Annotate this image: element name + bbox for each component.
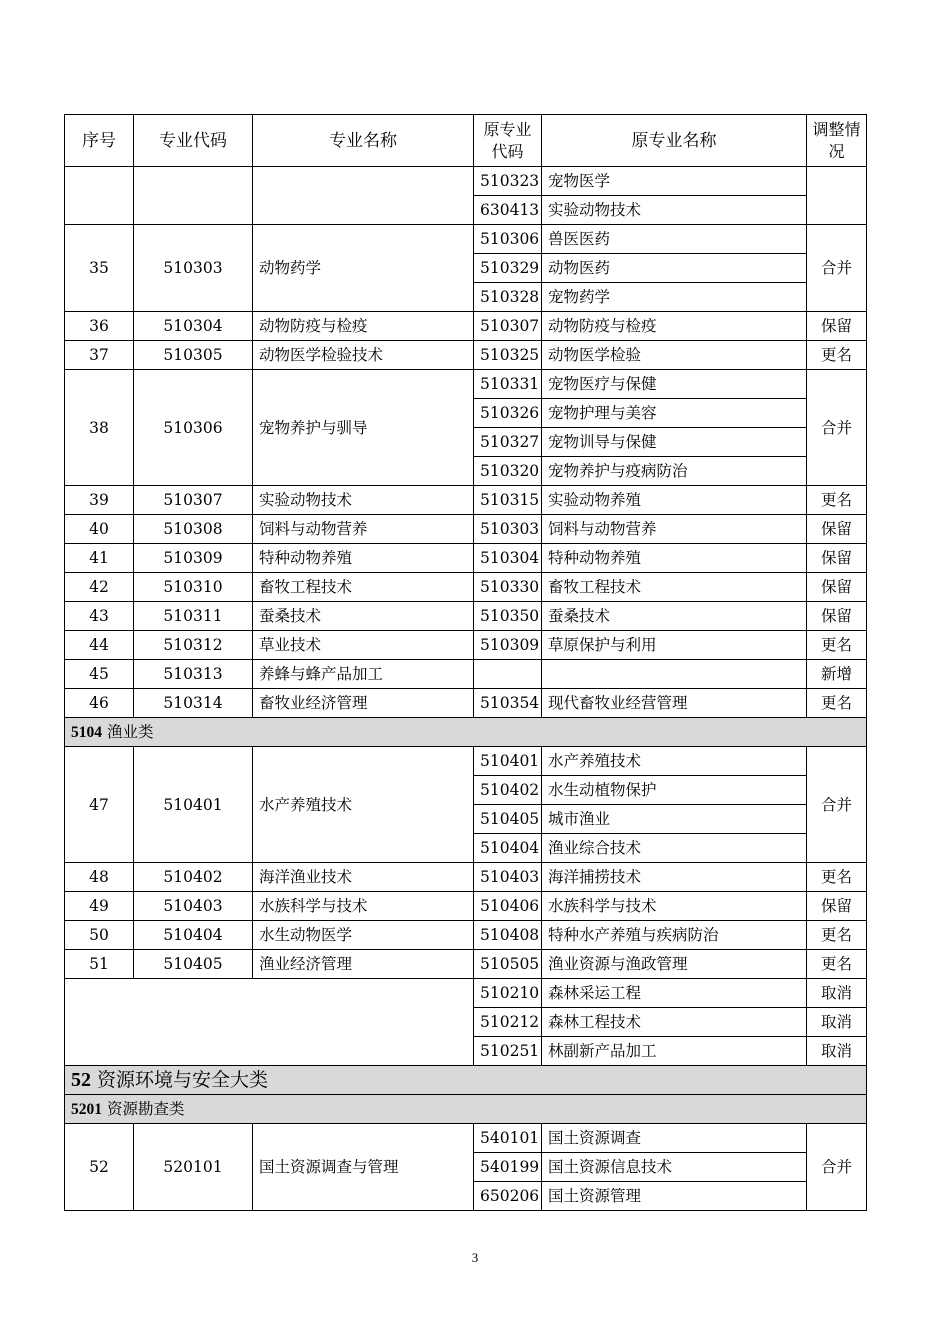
old-name-cell: 海洋捕捞技术 [542, 863, 807, 892]
seq-cell: 36 [65, 312, 134, 341]
code-cell: 510304 [134, 312, 253, 341]
old-code-cell: 510406 [474, 892, 542, 921]
old-code-cell: 540101 [474, 1124, 542, 1153]
code-cell: 510311 [134, 602, 253, 631]
category-row [65, 1095, 867, 1124]
name-cell [253, 167, 474, 225]
seq-cell: 37 [65, 341, 134, 370]
table-row [65, 1124, 867, 1153]
seq-cell: 51 [65, 950, 134, 979]
adjust-cell: 保留 [807, 544, 867, 573]
name-cell: 特种动物养殖 [253, 544, 474, 573]
seq-cell: 47 [65, 747, 134, 863]
name-cell: 动物防疫与检疫 [253, 312, 474, 341]
adjust-cell: 更名 [807, 341, 867, 370]
old-code-cell: 510330 [474, 573, 542, 602]
table-row [65, 167, 867, 196]
old-name-cell: 水产养殖技术 [542, 747, 807, 776]
table-row [65, 573, 867, 602]
old-name-cell: 现代畜牧业经营管理 [542, 689, 807, 718]
old-code-cell [474, 660, 542, 689]
code-cell: 510314 [134, 689, 253, 718]
old-name-cell: 宠物护理与美容 [542, 399, 807, 428]
name-cell: 动物药学 [253, 225, 474, 312]
code-cell: 510307 [134, 486, 253, 515]
old-code-cell: 510401 [474, 747, 542, 776]
adjust-cell [807, 167, 867, 225]
adjust-cell: 新增 [807, 660, 867, 689]
code-cell: 510303 [134, 225, 253, 312]
adjust-cell: 合并 [807, 1124, 867, 1211]
category-name: 渔业类 [106, 722, 154, 741]
old-code-cell: 510307 [474, 312, 542, 341]
code-cell: 520101 [134, 1124, 253, 1211]
seq-cell: 41 [65, 544, 134, 573]
adjust-cell: 更名 [807, 689, 867, 718]
old-code-cell: 510402 [474, 776, 542, 805]
seq-cell: 52 [65, 1124, 134, 1211]
old-name-cell: 国土资源管理 [542, 1182, 807, 1211]
old-name-cell: 国土资源调查 [542, 1124, 807, 1153]
old-code-cell: 510320 [474, 457, 542, 486]
code-cell: 510309 [134, 544, 253, 573]
page-number: 3 [471, 1250, 479, 1265]
table-row [65, 341, 867, 370]
header-old-name: 原专业名称 [542, 115, 807, 167]
table-row [65, 370, 867, 399]
old-code-cell: 650206 [474, 1182, 542, 1211]
code-cell: 510312 [134, 631, 253, 660]
old-code-cell: 510328 [474, 283, 542, 312]
adjust-cell: 保留 [807, 602, 867, 631]
old-name-cell: 水生动植物保护 [542, 776, 807, 805]
adjust-cell: 保留 [807, 312, 867, 341]
old-code-cell: 510306 [474, 225, 542, 254]
old-code-cell: 510325 [474, 341, 542, 370]
adjust-cell: 保留 [807, 573, 867, 602]
code-cell: 510405 [134, 950, 253, 979]
adjust-cell: 更名 [807, 631, 867, 660]
table-row [65, 515, 867, 544]
header-code: 专业代码 [134, 115, 253, 167]
seq-cell: 45 [65, 660, 134, 689]
category-title [65, 1095, 867, 1124]
table-row [65, 689, 867, 718]
category-code: 5104 [71, 723, 102, 741]
major-category-code: 52 [71, 1069, 91, 1091]
code-cell: 510306 [134, 370, 253, 486]
seq-cell: 43 [65, 602, 134, 631]
name-cell: 宠物养护与驯导 [253, 370, 474, 486]
table-row [65, 979, 867, 1008]
old-name-cell: 饲料与动物营养 [542, 515, 807, 544]
old-code-cell: 510315 [474, 486, 542, 515]
old-name-cell: 国土资源信息技术 [542, 1153, 807, 1182]
old-name-cell: 动物医学检验 [542, 341, 807, 370]
old-code-cell: 510323 [474, 167, 542, 196]
table-row [65, 892, 867, 921]
old-name-cell: 动物防疫与检疫 [542, 312, 807, 341]
table-row [65, 486, 867, 515]
old-name-cell: 实验动物技术 [542, 196, 807, 225]
old-name-cell: 宠物训导与保健 [542, 428, 807, 457]
table-row [65, 312, 867, 341]
adjust-cell: 更名 [807, 950, 867, 979]
seq-cell: 49 [65, 892, 134, 921]
code-cell: 510404 [134, 921, 253, 950]
old-code-cell: 510251 [474, 1037, 542, 1066]
old-name-cell: 宠物医疗与保健 [542, 370, 807, 399]
old-name-cell: 特种动物养殖 [542, 544, 807, 573]
code-cell: 510401 [134, 747, 253, 863]
old-name-cell: 渔业资源与渔政管理 [542, 950, 807, 979]
majors-table [64, 114, 867, 1211]
seq-cell: 46 [65, 689, 134, 718]
table-row [65, 544, 867, 573]
table-header-row [65, 115, 867, 167]
adjust-cell: 合并 [807, 225, 867, 312]
old-code-cell: 510210 [474, 979, 542, 1008]
old-code-cell: 510505 [474, 950, 542, 979]
old-name-cell: 宠物药学 [542, 283, 807, 312]
category-name: 资源勘查类 [106, 1099, 185, 1118]
old-code-cell: 630413 [474, 196, 542, 225]
table-row [65, 602, 867, 631]
old-name-cell: 城市渔业 [542, 805, 807, 834]
table-body [65, 167, 867, 1211]
category-title [65, 718, 867, 747]
seq-cell: 44 [65, 631, 134, 660]
old-code-cell: 510309 [474, 631, 542, 660]
table-row [65, 225, 867, 254]
adjust-cell: 合并 [807, 747, 867, 863]
old-code-cell: 510303 [474, 515, 542, 544]
code-cell: 510308 [134, 515, 253, 544]
old-name-cell: 森林采运工程 [542, 979, 807, 1008]
name-cell: 实验动物技术 [253, 486, 474, 515]
old-name-cell: 蚕桑技术 [542, 602, 807, 631]
seq-cell [65, 167, 134, 225]
name-cell: 国土资源调查与管理 [253, 1124, 474, 1211]
old-code-cell: 510405 [474, 805, 542, 834]
adjust-cell: 取消 [807, 979, 867, 1008]
major-category-title [65, 1066, 867, 1095]
old-name-cell: 草原保护与利用 [542, 631, 807, 660]
name-cell: 养蜂与蜂产品加工 [253, 660, 474, 689]
table-row [65, 950, 867, 979]
name-cell: 渔业经济管理 [253, 950, 474, 979]
old-code-cell: 510329 [474, 254, 542, 283]
old-code-cell: 510326 [474, 399, 542, 428]
seq-cell: 48 [65, 863, 134, 892]
name-cell: 海洋渔业技术 [253, 863, 474, 892]
code-cell: 510313 [134, 660, 253, 689]
seq-cell: 40 [65, 515, 134, 544]
adjust-cell: 取消 [807, 1008, 867, 1037]
name-cell: 水生动物医学 [253, 921, 474, 950]
major-category-row [65, 1066, 867, 1095]
table-row [65, 631, 867, 660]
cancelled-blank-cell [65, 979, 474, 1066]
adjust-cell: 更名 [807, 486, 867, 515]
old-name-cell: 畜牧工程技术 [542, 573, 807, 602]
code-cell: 510305 [134, 341, 253, 370]
seq-cell: 42 [65, 573, 134, 602]
adjust-cell: 更名 [807, 863, 867, 892]
category-code: 5201 [71, 1100, 102, 1118]
table-row [65, 863, 867, 892]
adjust-cell: 保留 [807, 515, 867, 544]
old-name-cell: 林副新产品加工 [542, 1037, 807, 1066]
table-row [65, 747, 867, 776]
name-cell: 畜牧业经济管理 [253, 689, 474, 718]
old-name-cell: 宠物养护与疫病防治 [542, 457, 807, 486]
table-row [65, 921, 867, 950]
old-code-cell: 510331 [474, 370, 542, 399]
name-cell: 动物医学检验技术 [253, 341, 474, 370]
header-old-code: 原专业代码 [474, 115, 542, 167]
seq-cell: 35 [65, 225, 134, 312]
header-name: 专业名称 [253, 115, 474, 167]
seq-cell: 39 [65, 486, 134, 515]
major-category-name: 资源环境与安全大类 [97, 1069, 269, 1091]
old-code-cell: 510350 [474, 602, 542, 631]
old-code-cell: 510212 [474, 1008, 542, 1037]
adjust-cell: 合并 [807, 370, 867, 486]
name-cell: 蚕桑技术 [253, 602, 474, 631]
adjust-cell: 保留 [807, 892, 867, 921]
seq-cell: 38 [65, 370, 134, 486]
adjust-cell: 更名 [807, 921, 867, 950]
code-cell: 510402 [134, 863, 253, 892]
old-name-cell [542, 660, 807, 689]
name-cell: 畜牧工程技术 [253, 573, 474, 602]
old-name-cell: 宠物医学 [542, 167, 807, 196]
name-cell: 草业技术 [253, 631, 474, 660]
old-code-cell: 510354 [474, 689, 542, 718]
table-row [65, 660, 867, 689]
seq-cell: 50 [65, 921, 134, 950]
name-cell: 水族科学与技术 [253, 892, 474, 921]
name-cell: 饲料与动物营养 [253, 515, 474, 544]
category-row [65, 718, 867, 747]
old-name-cell: 水族科学与技术 [542, 892, 807, 921]
old-name-cell: 兽医医药 [542, 225, 807, 254]
old-code-cell: 510327 [474, 428, 542, 457]
old-code-cell: 510408 [474, 921, 542, 950]
code-cell [134, 167, 253, 225]
old-code-cell: 510404 [474, 834, 542, 863]
old-name-cell: 动物医药 [542, 254, 807, 283]
old-name-cell: 渔业综合技术 [542, 834, 807, 863]
code-cell: 510403 [134, 892, 253, 921]
old-code-cell: 510304 [474, 544, 542, 573]
old-name-cell: 森林工程技术 [542, 1008, 807, 1037]
header-seq: 序号 [65, 115, 134, 167]
old-code-cell: 510403 [474, 863, 542, 892]
old-name-cell: 特种水产养殖与疾病防治 [542, 921, 807, 950]
header-adjust: 调整情况 [807, 115, 867, 167]
code-cell: 510310 [134, 573, 253, 602]
name-cell: 水产养殖技术 [253, 747, 474, 863]
old-name-cell: 实验动物养殖 [542, 486, 807, 515]
adjust-cell: 取消 [807, 1037, 867, 1066]
old-code-cell: 540199 [474, 1153, 542, 1182]
